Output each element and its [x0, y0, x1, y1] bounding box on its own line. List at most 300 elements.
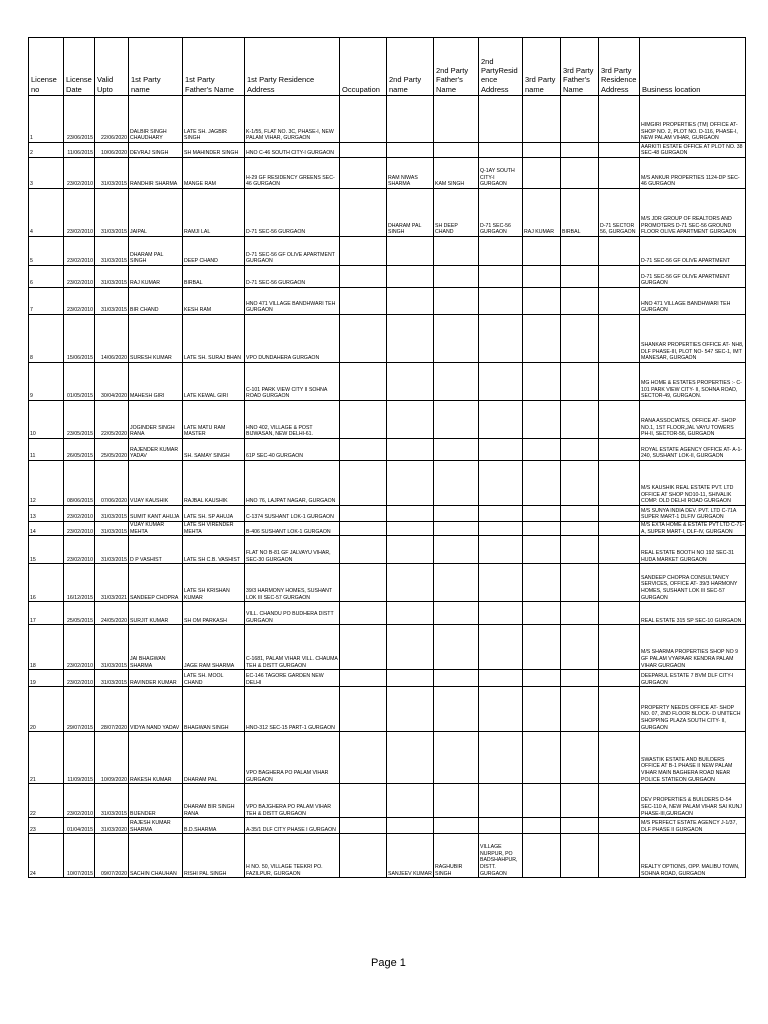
- table-cell: DHARAM BIR SINGH RANA: [183, 784, 245, 818]
- table-cell: [479, 506, 523, 522]
- table-cell: HNO C-46 SOUTH CITY-I GURGAON: [245, 143, 340, 158]
- table-cell: [523, 96, 561, 143]
- table-cell: EC-146 TAGORE GARDEN NEW DELHI: [245, 670, 340, 687]
- table-cell: D-71 SEC-56 GURGAON: [245, 266, 340, 288]
- table-cell: 09/07/2020: [95, 834, 129, 878]
- table-cell: [387, 315, 434, 363]
- table-cell: VPO DUNDAHERA GURGAON: [245, 315, 340, 363]
- table-cell: [340, 625, 387, 670]
- table-cell: 23/05/2015: [64, 401, 95, 439]
- table-cell: [479, 96, 523, 143]
- table-cell: [387, 687, 434, 732]
- table-cell: 01/05/2015: [64, 363, 95, 401]
- table-cell: [561, 288, 599, 315]
- header-2nd-party-name: 2nd Party name: [387, 38, 434, 96]
- table-cell: 31/03/2015: [95, 288, 129, 315]
- table-cell: RAM NIWAS SHARMA: [387, 158, 434, 189]
- table-row: [29, 818, 746, 834]
- table-cell: JAIPAL: [129, 189, 183, 237]
- table-row: [29, 315, 746, 363]
- table-cell: PROPERTY NEEDS OFFICE AT- SHOP NO. 07, 2ND FLOOR BLOCK- D UNITECH SHOPPING PLAZA SOUTH CITY- II, GURGAON: [640, 687, 746, 732]
- table-cell: [599, 625, 640, 670]
- table-cell: LATE SH. MOOL CHAND: [183, 670, 245, 687]
- table-cell: BHAGWAN SINGH: [183, 687, 245, 732]
- table-cell: 16/12/2015: [64, 564, 95, 602]
- table-cell: VPO BAJGHERA PO PALAM VIHAR TEH & DISTT GURGAON: [245, 784, 340, 818]
- table-cell: [599, 315, 640, 363]
- table-cell: [523, 439, 561, 461]
- table-cell: MG HOME & ESTATES PROPERTIES :- C-101 PARK VIEW CITY- II, SOHNA ROAD, SECTOR-49, GURGAON.: [640, 363, 746, 401]
- table-cell: M/S PERFECT ESTATE AGENCY J-1/37, DLF PHASE II GURGAON: [640, 818, 746, 834]
- table-cell: 31/03/2015: [95, 506, 129, 522]
- table-cell: VIDYA NAND YADAV: [129, 687, 183, 732]
- table-cell: [340, 522, 387, 536]
- table-cell: SURESH KUMAR: [129, 315, 183, 363]
- table-cell: 23/02/2010: [64, 237, 95, 266]
- table-cell: D-71 SEC-56 GF OLIVE APARTMENT GURGAON: [245, 237, 340, 266]
- table-cell: [387, 522, 434, 536]
- table-cell: BIRBAL: [561, 189, 599, 237]
- table-cell: [340, 687, 387, 732]
- table-cell: [561, 818, 599, 834]
- table-cell: 22/06/2020: [95, 96, 129, 143]
- table-cell: 23/02/2010: [64, 625, 95, 670]
- table-row: [29, 564, 746, 602]
- table-cell: 23/02/2010: [64, 784, 95, 818]
- table-cell: SANDEEP CHOPRA: [129, 564, 183, 602]
- table-cell: [523, 522, 561, 536]
- table-cell: [434, 625, 479, 670]
- table-cell: 21: [29, 732, 64, 784]
- table-row: [29, 237, 746, 266]
- table-row: [29, 784, 746, 818]
- table-cell: C-1374 SUSHANT LOK-1 GURGAON: [245, 506, 340, 522]
- table-cell: [561, 439, 599, 461]
- table-cell: [387, 237, 434, 266]
- table-body: [29, 96, 746, 878]
- table-cell: [523, 536, 561, 564]
- table-cell: 15: [29, 536, 64, 564]
- header-1st-party-address: 1st Party Residence Address: [245, 38, 340, 96]
- table-cell: 23/02/2010: [64, 288, 95, 315]
- table-cell: 25/05/2015: [64, 602, 95, 625]
- table-cell: BIR CHAND: [129, 288, 183, 315]
- table-cell: FLAT NO B-81 GF JALVAYU VIHAR, SEC-30 GURGAON: [245, 536, 340, 564]
- table-cell: 07/06/2020: [95, 461, 129, 506]
- table-cell: RAJENDER KUMAR YADAV: [129, 439, 183, 461]
- table-cell: RAJ KUMAR: [129, 266, 183, 288]
- table-cell: [599, 158, 640, 189]
- table-cell: [434, 784, 479, 818]
- table-cell: 15/06/2015: [64, 315, 95, 363]
- table-cell: [599, 522, 640, 536]
- table-cell: [387, 536, 434, 564]
- table-cell: REALTY OPTIONS, OPP. MALIBU TOWN, SOHNA ROAD, GURGAON: [640, 834, 746, 878]
- table-cell: [599, 363, 640, 401]
- table-cell: [387, 784, 434, 818]
- table-cell: [434, 536, 479, 564]
- table-cell: 23/02/2010: [64, 506, 95, 522]
- table-cell: 31/03/2015: [95, 536, 129, 564]
- table-cell: [340, 96, 387, 143]
- header-occupation: Occupation: [340, 38, 387, 96]
- table-cell: [561, 96, 599, 143]
- table-cell: [599, 536, 640, 564]
- table-cell: DEEP CHAND: [183, 237, 245, 266]
- table-cell: [561, 602, 599, 625]
- table-row: [29, 189, 746, 237]
- table-cell: SANJEEV KUMAR: [387, 834, 434, 878]
- table-cell: A-35/1 DLF CITY PHASE I GURGAON: [245, 818, 340, 834]
- table-cell: LATE SH VIRENDER MEHTA: [183, 522, 245, 536]
- table-row: [29, 687, 746, 732]
- table-cell: [561, 266, 599, 288]
- table-cell: [599, 439, 640, 461]
- table-cell: 11/06/2015: [64, 143, 95, 158]
- table-cell: K-1/55, FLAT NO. 3C, PHASE-I, NEW PALAM VIHAR, GURGAON: [245, 96, 340, 143]
- table-cell: 31/03/2015: [95, 266, 129, 288]
- table-cell: [479, 818, 523, 834]
- table-cell: H NO. 50, VILLAGE TEEKRI PO. FAZILPUR, GURGAON: [245, 834, 340, 878]
- table-cell: SH OM PARKASH: [183, 602, 245, 625]
- table-cell: 23/02/2010: [64, 266, 95, 288]
- table-cell: RAJBAL KAUSHIK: [183, 461, 245, 506]
- table-cell: [434, 670, 479, 687]
- table-row: [29, 625, 746, 670]
- table-cell: [599, 506, 640, 522]
- table-cell: 29/07/2015: [64, 687, 95, 732]
- table-cell: [387, 461, 434, 506]
- table-cell: [561, 564, 599, 602]
- table-cell: [434, 143, 479, 158]
- header-row: [29, 38, 746, 96]
- table-cell: 10/06/2020: [95, 143, 129, 158]
- table-cell: 08/06/2015: [64, 461, 95, 506]
- table-cell: JOGINDER SINGH RANA: [129, 401, 183, 439]
- table-cell: KAM SINGH: [434, 158, 479, 189]
- table-row: [29, 536, 746, 564]
- table-cell: 23/02/2010: [64, 536, 95, 564]
- table-cell: [599, 564, 640, 602]
- table-cell: 19: [29, 670, 64, 687]
- header-license-no: License no: [29, 38, 64, 96]
- table-cell: 31/03/2015: [95, 784, 129, 818]
- table-cell: REAL ESTATE BOOTH NO 192 SEC-31 HUDA MARKET GURGAON: [640, 536, 746, 564]
- table-cell: 31/03/2015: [95, 522, 129, 536]
- table-cell: [479, 363, 523, 401]
- table-cell: D-71 SEC-56 GF OLIVE APARTMENT: [640, 237, 746, 266]
- table-cell: [599, 818, 640, 834]
- table-cell: [523, 461, 561, 506]
- table-cell: [523, 602, 561, 625]
- table-cell: JAGE RAM SHARMA: [183, 625, 245, 670]
- table-cell: LATE MATU RAM MASTER: [183, 401, 245, 439]
- table-cell: AARKITI ESTATE OFFICE AT PLOT NO. 38 SEC-48 GURGAON: [640, 143, 746, 158]
- table-cell: [340, 506, 387, 522]
- table-row: [29, 506, 746, 522]
- table-cell: [523, 288, 561, 315]
- table-cell: M/S ANKUR PROPERTIES 1124-DP SEC-46 GURGAON: [640, 158, 746, 189]
- table-cell: M/S SHARMA PROPERTIES SHOP NO 9 GF PALAM VYAPAAR KENDRA PALAM VIHAR GURGAON: [640, 625, 746, 670]
- table-cell: 18: [29, 625, 64, 670]
- table-cell: M/S JDR GROUP OF REALTORS AND PROMOTERS D-71 SEC-56 GROUND FLOOR OLIVE APARTMENT GURGAON: [640, 189, 746, 237]
- table-cell: 10/07/2015: [64, 834, 95, 878]
- table-cell: [434, 732, 479, 784]
- table-row: [29, 461, 746, 506]
- table-cell: RISHI PAL SINGH: [183, 834, 245, 878]
- table-cell: KESH RAM: [183, 288, 245, 315]
- header-1st-party-father: 1st Party Father's Name: [183, 38, 245, 96]
- table-cell: SWASTIK ESTATE AND BUILDERS OFFICE AT B-1 PHASE II NEW PALAM VIHAR MAIN BAGHERA ROAD NEAR POLICE STATIEON GURGAON: [640, 732, 746, 784]
- table-cell: [340, 315, 387, 363]
- table-cell: M/S SUNYA INDIA DEV. PVT. LTD C-71A SUPER MART-1 DLFIV GURGAON: [640, 506, 746, 522]
- table-cell: [387, 732, 434, 784]
- table-row: [29, 732, 746, 784]
- table-cell: HNO 402, VILLAGE & POST BIJWASAN, NEW DELHI-61.: [245, 401, 340, 439]
- table-cell: [387, 602, 434, 625]
- table-cell: [479, 564, 523, 602]
- table-cell: 23/02/2010: [64, 670, 95, 687]
- table-cell: [599, 784, 640, 818]
- table-cell: [523, 732, 561, 784]
- table-cell: [561, 784, 599, 818]
- table-cell: [561, 237, 599, 266]
- table-cell: RAJESH KUMAR SHARMA: [129, 818, 183, 834]
- table-cell: D-71 SECTOR 56, GURGAON: [599, 189, 640, 237]
- table-cell: [387, 96, 434, 143]
- table-cell: [479, 288, 523, 315]
- table-cell: REAL ESTATE 315 SP SEC-10 GURGAON: [640, 602, 746, 625]
- table-row: [29, 266, 746, 288]
- table-cell: RAVINDER KUMAR: [129, 670, 183, 687]
- table-cell: [434, 687, 479, 732]
- table-cell: [599, 732, 640, 784]
- table-cell: DALBIR SINGH CHAUDHARY: [129, 96, 183, 143]
- table-cell: 14/06/2020: [95, 315, 129, 363]
- table-cell: [561, 670, 599, 687]
- table-cell: 11/09/2015: [64, 732, 95, 784]
- table-cell: 8: [29, 315, 64, 363]
- table-cell: 31/03/2015: [95, 625, 129, 670]
- table-cell: [340, 670, 387, 687]
- table-cell: [434, 522, 479, 536]
- table-cell: [434, 439, 479, 461]
- table-cell: [599, 401, 640, 439]
- table-cell: MAHESH GIRI: [129, 363, 183, 401]
- table-cell: [340, 288, 387, 315]
- table-cell: RAMJI LAL: [183, 189, 245, 237]
- table-cell: 23/02/2010: [64, 522, 95, 536]
- table-cell: [561, 834, 599, 878]
- table-cell: 10: [29, 401, 64, 439]
- table-cell: [387, 670, 434, 687]
- table-cell: DEV PROPERTIES & BUILDERS D-54 SEC-110 A, NEW PALAM VIHAR SAI KUNJ PHASE-III,GURGAON: [640, 784, 746, 818]
- table-cell: 20: [29, 687, 64, 732]
- table-cell: [387, 439, 434, 461]
- table-cell: HNO 471 VILLAGE BANDHWARI TEH GURGAON: [640, 288, 746, 315]
- table-cell: VILL. CHANDU PO BUDHERA DISTT GURGAON: [245, 602, 340, 625]
- table-cell: [561, 732, 599, 784]
- header-license-date: License Date: [64, 38, 95, 96]
- table-cell: B.D.SHARMA: [183, 818, 245, 834]
- table-cell: LATE SH. SP AHUJA: [183, 506, 245, 522]
- table-row: [29, 834, 746, 878]
- table-cell: [434, 818, 479, 834]
- table-cell: RANA ASSOCIATES, OFFICE AT- SHOP NO.1, 1ST FLOOR,JAL VAYU TOWERS PH-II, SECTOR-56, GURGAON: [640, 401, 746, 439]
- table-cell: [523, 315, 561, 363]
- table-cell: HNO 76, LAJPAT NAGAR, GURGAON: [245, 461, 340, 506]
- table-cell: [523, 158, 561, 189]
- table-cell: VIJAY KAUSHIK: [129, 461, 183, 506]
- table-cell: [479, 315, 523, 363]
- table-cell: D-71 SEC-56 GF OLIVE APARTMENT GURGAON: [640, 266, 746, 288]
- table-cell: [340, 818, 387, 834]
- table-cell: VIJAY KUMAR MEHTA: [129, 522, 183, 536]
- table-cell: 9: [29, 363, 64, 401]
- table-row: [29, 522, 746, 536]
- table-cell: HIMGIRI PROPERTIES (TM) OFFICE AT- SHOP NO. 2, PLOT NO. D-116, PHASE-I, NEW PALAM VIHAR, GURGAON: [640, 96, 746, 143]
- table-cell: RANDHIR SHARMA: [129, 158, 183, 189]
- table-cell: HNO-312 SEC-15 PART-1 GURGAON: [245, 687, 340, 732]
- table-cell: 23: [29, 818, 64, 834]
- table-cell: 01/04/2015: [64, 818, 95, 834]
- table-cell: BIJENDER: [129, 784, 183, 818]
- table-cell: VPO BAGHERA PO PALAM VIHAR GURGAON: [245, 732, 340, 784]
- table-cell: RAJ KUMAR: [523, 189, 561, 237]
- table-cell: [387, 506, 434, 522]
- license-table: [28, 37, 746, 878]
- table-cell: 17: [29, 602, 64, 625]
- table-cell: [340, 536, 387, 564]
- table-cell: 7: [29, 288, 64, 315]
- table-cell: H-29 GF RESIDENCY GREENS SEC-46 GURGAON: [245, 158, 340, 189]
- table-cell: 16: [29, 564, 64, 602]
- table-cell: SH MAHINDER SINGH: [183, 143, 245, 158]
- table-cell: [340, 401, 387, 439]
- table-cell: [434, 288, 479, 315]
- header-valid-upto: Valid Upto: [95, 38, 129, 96]
- header-2nd-party-father: 2nd Party Father's Name: [434, 38, 479, 96]
- table-cell: RAGHUBIR SINGH: [434, 834, 479, 878]
- table-cell: [387, 288, 434, 315]
- table-cell: [561, 143, 599, 158]
- table-cell: M/S KAUSHIK REAL ESTATE PVT. LTD OFFICE AT SHOP NO10-11, SHIVALIK COMP. OLD DELHI ROAD GURGAON: [640, 461, 746, 506]
- table-row: [29, 401, 746, 439]
- header-3rd-party-father: 3rd Party Father's Name: [561, 38, 599, 96]
- header-1st-party-name: 1st Party name: [129, 38, 183, 96]
- table-cell: 31/03/2015: [95, 670, 129, 687]
- table-cell: [523, 266, 561, 288]
- table-cell: RAKESH KUMAR: [129, 732, 183, 784]
- table-cell: [387, 818, 434, 834]
- table-cell: [561, 536, 599, 564]
- table-cell: [523, 363, 561, 401]
- table-cell: C-1681, PALAM VIHAR VILL. CHAUMA TEH & DISTT GURGAON: [245, 625, 340, 670]
- table-cell: LATE SH. SURAJ BHAN: [183, 315, 245, 363]
- table-cell: [340, 732, 387, 784]
- table-cell: [599, 834, 640, 878]
- table-cell: [434, 401, 479, 439]
- table-cell: [479, 602, 523, 625]
- table-cell: [479, 401, 523, 439]
- table-cell: [340, 439, 387, 461]
- table-cell: [434, 96, 479, 143]
- header-business-location: Business location: [640, 38, 746, 96]
- table-cell: [387, 266, 434, 288]
- table-cell: [561, 687, 599, 732]
- table-cell: [479, 237, 523, 266]
- header-2nd-party-address: 2nd PartyResidence Address: [479, 38, 523, 96]
- table-row: [29, 96, 746, 143]
- table-cell: [434, 506, 479, 522]
- table-cell: 30/04/2020: [95, 363, 129, 401]
- table-cell: SANDEEP CHOPRA CONSULTANCY SERVICES, OFFICE AT- 39/3 HARMONY HOMES, SUSHANT LOK III SEC-57 GURGAON: [640, 564, 746, 602]
- table-cell: 13: [29, 506, 64, 522]
- table-cell: DHARAM PAL SINGH: [387, 189, 434, 237]
- table-cell: [340, 237, 387, 266]
- table-cell: [340, 158, 387, 189]
- table-cell: 24: [29, 834, 64, 878]
- table-cell: [599, 687, 640, 732]
- table-cell: [523, 237, 561, 266]
- table-cell: [434, 315, 479, 363]
- table-cell: [479, 266, 523, 288]
- table-cell: [523, 670, 561, 687]
- table-cell: 61P SEC-40 GURGAON: [245, 439, 340, 461]
- table-cell: [523, 625, 561, 670]
- table-cell: [340, 784, 387, 818]
- table-cell: 39/3 HARMONY HOMES, SUSHANT LOK III SEC-57 GURGAON: [245, 564, 340, 602]
- table-cell: [599, 266, 640, 288]
- table-cell: [479, 625, 523, 670]
- table-cell: 10/09/2020: [95, 732, 129, 784]
- table-cell: [599, 96, 640, 143]
- table-cell: [434, 363, 479, 401]
- table-cell: SUMIT KANT AHUJA: [129, 506, 183, 522]
- table-cell: 14: [29, 522, 64, 536]
- table-cell: LATE KEWAL GIRI: [183, 363, 245, 401]
- table-cell: [340, 564, 387, 602]
- table-cell: 31/03/2015: [95, 237, 129, 266]
- header-3rd-party-name: 3rd Party name: [523, 38, 561, 96]
- table-cell: BIRBAL: [183, 266, 245, 288]
- table-cell: [479, 670, 523, 687]
- table-cell: [523, 818, 561, 834]
- table-cell: [523, 506, 561, 522]
- table-cell: 31/03/2015: [95, 189, 129, 237]
- table-cell: 31/03/2015: [95, 158, 129, 189]
- table-row: [29, 288, 746, 315]
- table-cell: MANGE RAM: [183, 158, 245, 189]
- table-cell: C-101 PARK VIEW CITY II SOHNA ROAD GURGAON: [245, 363, 340, 401]
- table-cell: LATE SH C.B. VASHIST: [183, 536, 245, 564]
- table-cell: [523, 834, 561, 878]
- table-cell: [340, 143, 387, 158]
- table-cell: [387, 564, 434, 602]
- table-cell: [479, 439, 523, 461]
- table-cell: 31/03/2020: [95, 818, 129, 834]
- table-cell: B-406 SUSHANT LOK-1 GURGAON: [245, 522, 340, 536]
- table-cell: 6: [29, 266, 64, 288]
- table-cell: D-71 SEC-56 GURGAON: [479, 189, 523, 237]
- table-cell: [599, 143, 640, 158]
- table-cell: [599, 237, 640, 266]
- table-row: [29, 158, 746, 189]
- table-cell: D P VASHIST: [129, 536, 183, 564]
- table-cell: [340, 266, 387, 288]
- table-row: [29, 143, 746, 158]
- table-cell: LATE SH. JAGBIR SINGH: [183, 96, 245, 143]
